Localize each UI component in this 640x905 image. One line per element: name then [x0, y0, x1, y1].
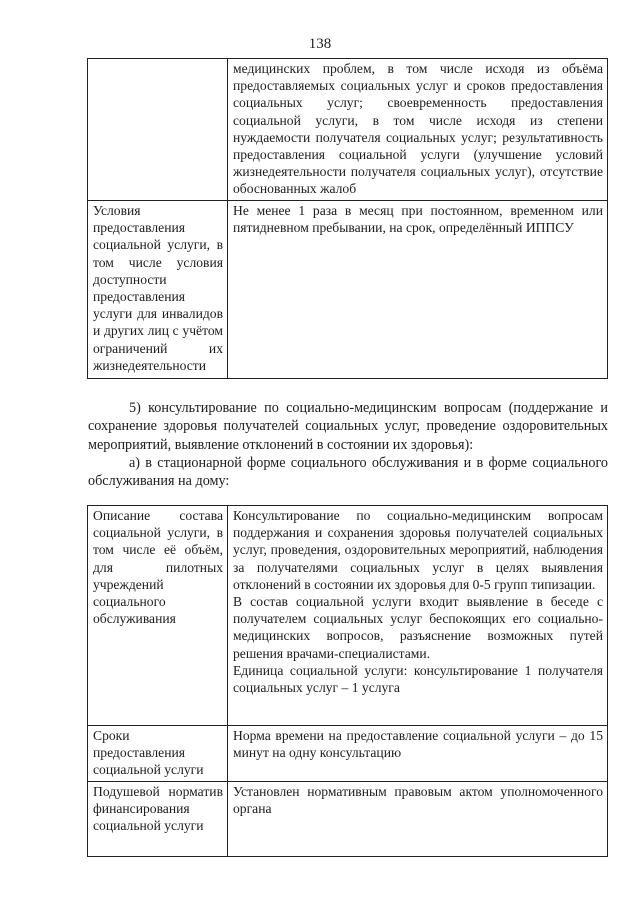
table-cell-value: [228, 506, 608, 726]
table-cell-label: [88, 59, 228, 201]
table-cell-value: Норма времени на предоставление социальной услуги – до 15 минут на одну консультацию: [228, 726, 608, 782]
service-table: [87, 505, 608, 857]
table-cell-value: Установлен нормативным правовым актом уполномоченного органа: [228, 782, 608, 857]
table-cell-value: медицинских проблем, в том числе исходя из объёма предоставляемых социальных услуг и сроков предоставления социальных услуг; своевременность предоставления социальной услуги, в том числе исходя из степени нуждаемости получателя социальных услуг; результативность предоставления социальной услуги (улучшение условий жизнедеятельности получателя социальных услуг), отсутствие обоснованных жалоб: [228, 59, 608, 201]
paragraph-item-5: 5) консультирование по социально-медицинским вопросам (поддержание и сохранение здоровья получателей социальных услуг, проведение оздоровительных мероприятий, выявление отклонений в состоянии их здоровья):: [88, 400, 608, 453]
table-cell-label: Сроки предоставления социальной услуги: [88, 726, 228, 782]
table-row: [88, 726, 608, 782]
service-table-continued: [87, 58, 608, 379]
description-part: В состав социальной услуги входит выявление в беседе с получателем социальных услуг беспокоящих его социально-медицинских вопросов, разъяснение возможных путей решения врачами-специалистами.: [233, 594, 603, 661]
table-cell-label: Подушевой норматив финансирования социальной услуги: [88, 782, 228, 857]
table-row: [88, 782, 608, 857]
table-row: [88, 506, 608, 726]
description-part: Консультирование по социально-медицинским вопросам поддержания и сохранения здоровья получателей социальных услуг, проведения, оздоровительных мероприятий, наблюдения за получателями социальных услуг в целях выявления отклонений в состоянии их здоровья для 0-5 групп типизации.: [233, 508, 603, 592]
table-row: [88, 201, 608, 379]
page-number: 138: [308, 36, 332, 52]
paragraph-subitem-a: а) в стационарной форме социального обслуживания и в форме социального обслуживания на дому:: [88, 455, 608, 490]
table-row: [88, 59, 608, 201]
description-part: Единица социальной услуги: консультирование 1 получателя социальных услуг – 1 услуга: [233, 662, 603, 696]
table-cell-label: Описание состава социальной услуги, в том числе её объём, для пилотных учреждений социального обслуживания: [88, 506, 228, 726]
table-cell-label: Условия предоставления социальной услуги, в том числе условия доступности предоставления услуги для инвалидов и других лиц с учётом ограничений их жизнедеятельности: [88, 201, 228, 379]
table-cell-value: Не менее 1 раза в месяц при постоянном, временном или пятидневном пребывании, на срок, определённый ИППСУ: [228, 201, 608, 379]
